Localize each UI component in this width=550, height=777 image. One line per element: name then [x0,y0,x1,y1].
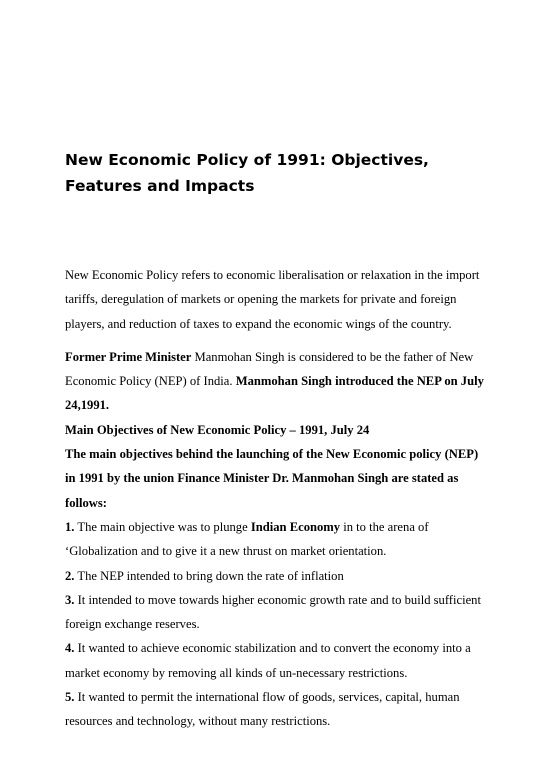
list-number: 4. [65,641,75,656]
father-bold-tail: Manmohan Singh introduced the NEP on July 24,1991. [65,374,484,413]
indian-economy-bold: Indian Economy [250,519,341,534]
title-line-2: Features and Impacts [65,177,255,195]
list-item: 3. It intended to move towards higher economic growth rate and to build sufficient foreign exchange reserves. [65,592,481,632]
father-text: Manmohan Singh is considered to be the father of New Economic Policy (NEP) of India. [65,349,474,389]
list-item: 4. It wanted to achieve economic stabilization and to convert the economy into a market economy by removing all kinds of un-necessary restrictions. [65,641,471,680]
section-heading: Main Objectives of New Economic Policy – 1991, July 24 [65,422,370,437]
list-number: 2. [65,568,75,583]
list-number: 1. [65,519,75,534]
list-item: 1. The main objective was to plunge Indian Economy in to the arena of ‘Globalization and to give it a new thrust on market orientation. [65,519,429,559]
father-bold-lead: Former Prime Minister [65,349,192,364]
document-title [65,147,505,199]
list-number: 5. [65,690,75,705]
list-number: 3. [65,592,75,607]
list-item: 2. The NEP intended to bring down the rate of inflation [65,568,344,583]
father-paragraph [65,345,489,418]
intro-paragraph: New Economic Policy refers to economic liberalisation or relaxation in the import tariffs, deregulation of markets or opening the markets for private and foreign players, and reduction of taxes to expand the economic wings of the country. [65,268,480,331]
title-line-1: New Economic Policy of 1991: Objectives, [65,151,429,169]
lead-paragraph: The main objectives behind the launching of the New Economic policy (NEP) in 1991 by the union Finance Minister Dr. Manmohan Singh are stated as follows: [65,447,479,510]
document-body [65,263,489,734]
list-item: 5. It wanted to permit the international flow of goods, services, capital, human resources and technology, without many restrictions. [65,690,460,729]
